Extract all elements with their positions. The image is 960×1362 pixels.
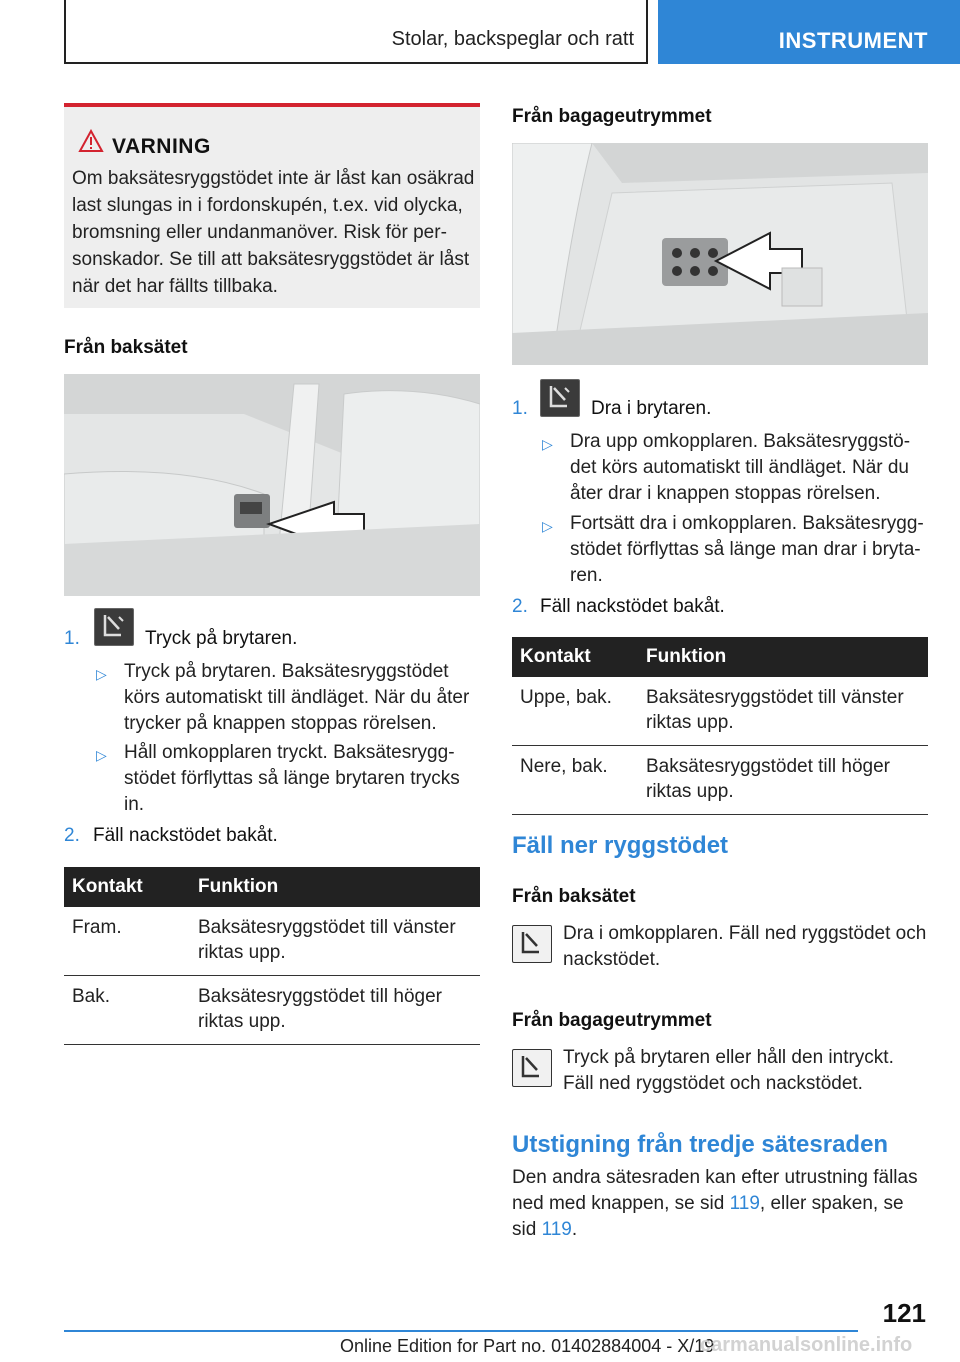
right-heading: Från bagageutrymmet <box>512 106 712 127</box>
section-title: Stolar, backspeglar och ratt <box>391 28 634 50</box>
warning-title: VARNING <box>112 135 211 158</box>
left-bullet-2: Håll omkopplaren tryckt. Baksätesrygg- stödet förflyttas så länge brytaren trycks in. <box>124 742 460 815</box>
warning-box <box>64 103 480 308</box>
warning-text: Om baksätesryggstödet inte är låst kan osäkrad last slungas in i fordonskupén, t.ex. vid olycka, bromsning eller undanmanöver. Risk för per- sonskador. Se till att baksätesryggstödet är låst när det har fällts tillbaka. <box>72 168 475 297</box>
table-row: Uppe, bak. Baksätesryggstödet till vänster riktas upp. <box>512 677 928 746</box>
chapter-tab[interactable] <box>658 0 960 64</box>
table-header-function: Funktion <box>190 867 480 907</box>
exit-section-title: Utstigning från tredje sätesraden <box>512 1131 889 1158</box>
step-text: Tryck på brytaren. <box>145 628 298 649</box>
warning-triangle-icon <box>78 129 104 153</box>
fold-trunk-text: Tryck på brytaren eller håll den intryckt. Fäll ned ryggstödet och nackstödet. <box>563 1047 894 1094</box>
seat-fold-button-icon <box>512 925 552 963</box>
step-number: 2. <box>64 825 80 846</box>
table-header-contact: Kontakt <box>512 637 638 677</box>
step-number: 1. <box>64 628 80 649</box>
bullet-triangle-icon: ▷ <box>96 666 107 682</box>
right-bullet-1: Dra upp omkopplaren. Baksätesryggstö- det körs automatiskt till ändläget. När du åter drar i knappen stoppas rörelsen. <box>570 431 911 504</box>
table-row: Nere, bak. Baksätesryggstödet till höger riktas upp. <box>512 746 928 815</box>
left-bullet-1: Tryck på brytaren. Baksätesryggstödet körs automatiskt till ändläget. När du åter trycker på knappen stoppas rörelsen. <box>124 661 470 734</box>
left-contact-table <box>64 867 480 1045</box>
fold-rear-text: Dra i omkopplaren. Fäll ned ryggstödet och nackstödet. <box>563 923 927 970</box>
rear-seat-photo <box>64 374 480 596</box>
bullet-triangle-icon: ▷ <box>542 518 553 534</box>
left-heading: Från baksätet <box>64 337 188 358</box>
table-header-contact: Kontakt <box>64 867 190 907</box>
seat-backrest-button-icon <box>540 379 580 417</box>
exit-text: Den andra sätesraden kan efter utrustning fällas ned med knappen, se sid 119, eller spaken, se sid 119. <box>512 1167 918 1240</box>
fold-section-title: Fäll ner ryggstödet <box>512 832 729 859</box>
page-link[interactable]: 119 <box>541 1219 572 1240</box>
rear-seat-illustration <box>64 374 480 596</box>
step-number: 1. <box>512 398 528 419</box>
table-header-function: Funktion <box>638 637 928 677</box>
bullet-triangle-icon: ▷ <box>96 747 107 763</box>
header-section-box <box>64 0 648 64</box>
right-contact-table <box>512 637 928 815</box>
right-bullet-2: Fortsätt dra i omkopplaren. Baksätesrygg- stödet förflyttas så länge man drar i bryta- ren. <box>570 513 924 586</box>
step-text: Fäll nackstödet bakåt. <box>93 825 278 846</box>
page-number: 121 <box>882 1298 926 1328</box>
table-row: Fram. Baksätesryggstödet till vänster riktas upp. <box>64 907 480 976</box>
seat-backrest-button-icon <box>94 608 134 646</box>
fold-rear-heading: Från baksätet <box>512 886 636 907</box>
seat-fold-button-icon <box>512 1049 552 1087</box>
fold-trunk-heading: Från bagageutrymmet <box>512 1010 712 1031</box>
footer-divider <box>64 1330 858 1332</box>
page-link[interactable]: 119 <box>729 1193 760 1214</box>
trunk-illustration <box>512 143 928 365</box>
trunk-photo <box>512 143 928 365</box>
chapter-title: INSTRUMENT <box>778 28 928 53</box>
footer-watermark: carmanualsonline.info <box>700 1334 913 1356</box>
bullet-triangle-icon: ▷ <box>542 436 553 452</box>
step-number: 2. <box>512 596 528 617</box>
table-row: Bak. Baksätesryggstödet till höger riktas upp. <box>64 976 480 1045</box>
footer-edition: Online Edition for Part no. 01402884004 - X/19 <box>340 1336 715 1356</box>
step-text: Dra i brytaren. <box>591 398 712 419</box>
step-text: Fäll nackstödet bakåt. <box>540 596 725 617</box>
